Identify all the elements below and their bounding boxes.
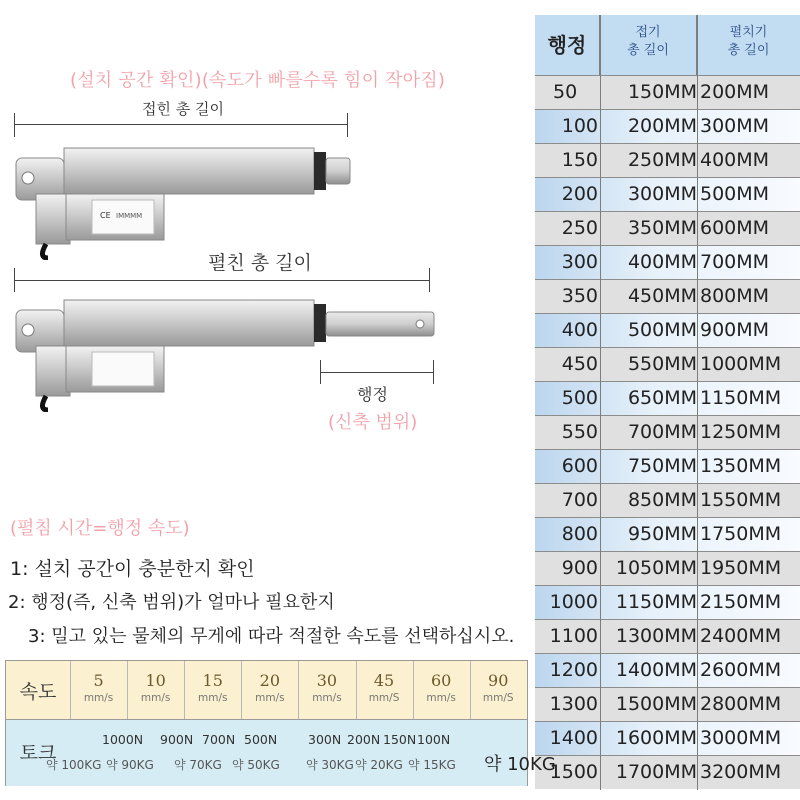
cell-closed: 550MM [627,353,697,375]
cell-open: 2800MM [700,693,782,715]
torque-kg-value: 약 15KG [408,758,456,772]
header-stroke-cell [535,15,600,75]
cell-closed: 200MM [627,115,697,137]
speed-cell [241,661,298,719]
cell-stroke: 350 [561,285,598,307]
stroke-label: 행정 [357,385,388,404]
stroke-table-row [535,687,800,721]
speed-cell [70,661,127,719]
svg-text:CE: CE [100,211,111,220]
cell-closed: 650MM [627,387,697,409]
stroke-table-row [535,245,800,279]
torque-newton-value: 1000N [102,732,144,747]
cell-open: 3000MM [700,727,782,749]
stroke-table-row [535,415,800,449]
torque-kg-value: 약 50KG [232,758,280,772]
column-divider [697,15,698,790]
cell-open: 800MM [700,285,770,307]
stroke-tick-left [320,360,321,384]
cell-open: 2150MM [700,591,782,613]
cell-closed: 1050MM [615,557,697,579]
cell-open: 1350MM [700,455,782,477]
note-2: 2: 행정(즉, 신축 범위)가 얼마나 필요한지 [8,592,335,613]
header-open [697,15,800,60]
extended-length-label: 펼친 총 길이 [208,252,312,274]
cell-closed: 1300MM [615,625,697,647]
cell-closed: 1700MM [615,761,697,783]
stroke-table-row [535,177,800,211]
header-stroke: 행정 [547,33,587,57]
torque-newton-value: 200N [347,732,381,747]
cell-open: 1250MM [700,421,782,443]
speed-value: 15 [202,671,223,690]
stroke-table-row [535,279,800,313]
note-1: 1: 설치 공간이 충분한지 확인 [10,558,255,580]
cell-stroke: 500 [561,387,598,409]
stroke-table-row [535,585,800,619]
torque-newton-value: 300N [308,732,342,747]
stroke-table-row [535,313,800,347]
stroke-table-row [535,347,800,381]
stroke-table-body [535,75,800,789]
cell-closed: 500MM [627,319,697,341]
speed-row [6,661,527,719]
cell-closed: 150MM [627,81,697,103]
cell-stroke: 50 [553,81,578,103]
closed-length-tick-right [347,113,348,137]
cell-closed: 300MM [627,183,697,205]
speed-torque-table [5,660,528,786]
speed-cell [470,661,527,719]
cell-closed: 1600MM [615,727,697,749]
speed-cell [127,661,184,719]
cell-stroke: 100 [561,115,598,137]
speed-value: 90 [488,671,509,690]
header-open-line1: 펼치기 [729,25,768,40]
stroke-table-row [535,483,800,517]
torque-overflow-10kg: 약 10KG [484,754,556,775]
torque-kg-value: 약 90KG [106,758,154,772]
cell-stroke: 250 [561,217,598,239]
speed-unit: mm/S [368,692,400,704]
cell-open: 300MM [700,115,770,137]
speed-value: 60 [430,671,452,690]
header-open-line2: 총 길이 [727,43,770,58]
cell-stroke: 1500 [549,761,598,783]
torque-newton-value: 500N [244,732,278,747]
cell-stroke: 1400 [549,727,598,749]
extended-length-dimension-line [14,280,430,281]
cell-open: 500MM [700,183,770,205]
cell-closed: 400MM [627,251,697,273]
column-divider [600,15,601,790]
speed-value: 10 [145,671,166,690]
cell-closed: 350MM [627,217,697,239]
closed-length-tick-left [14,113,15,137]
speed-value: 20 [259,671,281,690]
cell-stroke: 450 [561,353,598,375]
cell-closed: 250MM [627,149,697,171]
stroke-table-row [535,653,800,687]
cell-open: 200MM [700,81,770,103]
speed-value: 45 [373,671,395,690]
cell-open: 600MM [700,217,770,239]
note-3: 3: 밀고 있는 물체의 무게에 따라 적절한 속도를 선택하십시오. [28,626,515,647]
cell-stroke: 1100 [549,625,598,647]
stroke-table-row [535,755,800,789]
header-closed-cell [600,15,697,75]
stroke-table-row [535,211,800,245]
cell-open: 700MM [700,251,770,273]
stroke-table-row [535,551,800,585]
torque-newton-value: 700N [202,732,236,747]
stroke-table-row [535,381,800,415]
speed-cell [298,661,355,719]
cell-open: 2600MM [700,659,782,681]
actuator-sticker-text: IMMMM [116,212,143,220]
install-space-title: (설치 공간 확인)(속도가 빠를수록 힘이 작아짐) [70,70,446,91]
speed-unit: mm/s [312,692,342,704]
extended-length-tick-left [14,268,15,292]
torque-kg-value: 약 100KG [46,758,102,772]
cell-stroke: 1200 [549,659,598,681]
stroke-table-row [535,721,800,755]
cell-open: 1750MM [700,523,782,545]
closed-length-label: 접힌 총 길이 [142,100,224,118]
extended-length-tick-right [429,268,430,292]
cell-closed: 750MM [627,455,697,477]
stroke-tick-right [433,360,434,384]
cell-stroke: 1000 [549,591,598,613]
stroke-length-table [535,15,800,790]
cell-stroke: 400 [561,319,598,341]
cell-stroke: 300 [561,251,598,273]
cell-stroke: 900 [561,557,598,579]
cell-closed: 450MM [627,285,697,307]
cell-open: 2400MM [700,625,782,647]
cell-stroke: 150 [561,149,598,171]
cell-open: 1950MM [700,557,782,579]
cell-closed: 700MM [627,421,697,443]
speed-label: 속도 [19,681,57,703]
stroke-range-label: (신축 범위) [328,412,418,433]
cell-stroke: 600 [561,455,598,477]
cell-open: 1150MM [700,387,782,409]
stroke-table-header [535,15,800,75]
torque-kg-value: 약 20KG [355,758,403,772]
speed-value: 5 [93,671,104,690]
speed-unit: mm/S [482,692,514,704]
speed-unit: mm/s [83,692,114,704]
closed-actuator-image [8,140,358,260]
cell-open: 3200MM [700,761,782,783]
cell-closed: 850MM [627,489,697,511]
torque-newton-value: 100N [417,732,451,747]
torque-kg-value: 약 70KG [174,758,222,772]
torque-newton-value: 900N [160,732,194,747]
cell-stroke: 700 [561,489,598,511]
speed-cell [413,661,470,719]
torque-row [6,719,527,786]
cell-closed: 1150MM [615,591,697,613]
header-closed-line2: 총 길이 [627,43,669,58]
stroke-dimension-line [320,372,434,373]
stroke-table-row [535,143,800,177]
closed-length-dimension-line [14,124,348,125]
cell-stroke: 800 [561,523,598,545]
cell-open: 900MM [700,319,770,341]
header-closed [600,15,696,60]
cell-stroke: 550 [561,421,598,443]
cell-open: 400MM [700,149,770,171]
torque-kg-value: 약 30KG [306,758,354,772]
speed-value: 30 [316,671,338,690]
header-closed-line1: 접기 [635,25,661,40]
speed-cell [356,661,413,719]
cell-open: 1550MM [700,489,782,511]
stroke-table-row [535,449,800,483]
speed-unit: mm/s [140,692,171,704]
speed-unit: mm/s [255,692,285,704]
extend-time-note: (펼침 시간=행정 속도) [10,518,190,539]
stroke-table-row [535,75,800,109]
cell-stroke: 1300 [549,693,598,715]
cell-closed: 950MM [627,523,697,545]
torque-label: 토크 [19,742,57,764]
stroke-table-row [535,619,800,653]
cell-stroke: 200 [561,183,598,205]
cell-closed: 1500MM [615,693,697,715]
header-open-cell [697,15,800,75]
cell-closed: 1400MM [615,659,697,681]
stroke-table-row [535,517,800,551]
stroke-table-row [535,109,800,143]
speed-cell [184,661,241,719]
cell-open: 1000MM [700,353,782,375]
torque-newton-value: 150N [383,732,417,747]
speed-unit: mm/s [426,692,456,704]
speed-unit: mm/s [198,692,228,704]
